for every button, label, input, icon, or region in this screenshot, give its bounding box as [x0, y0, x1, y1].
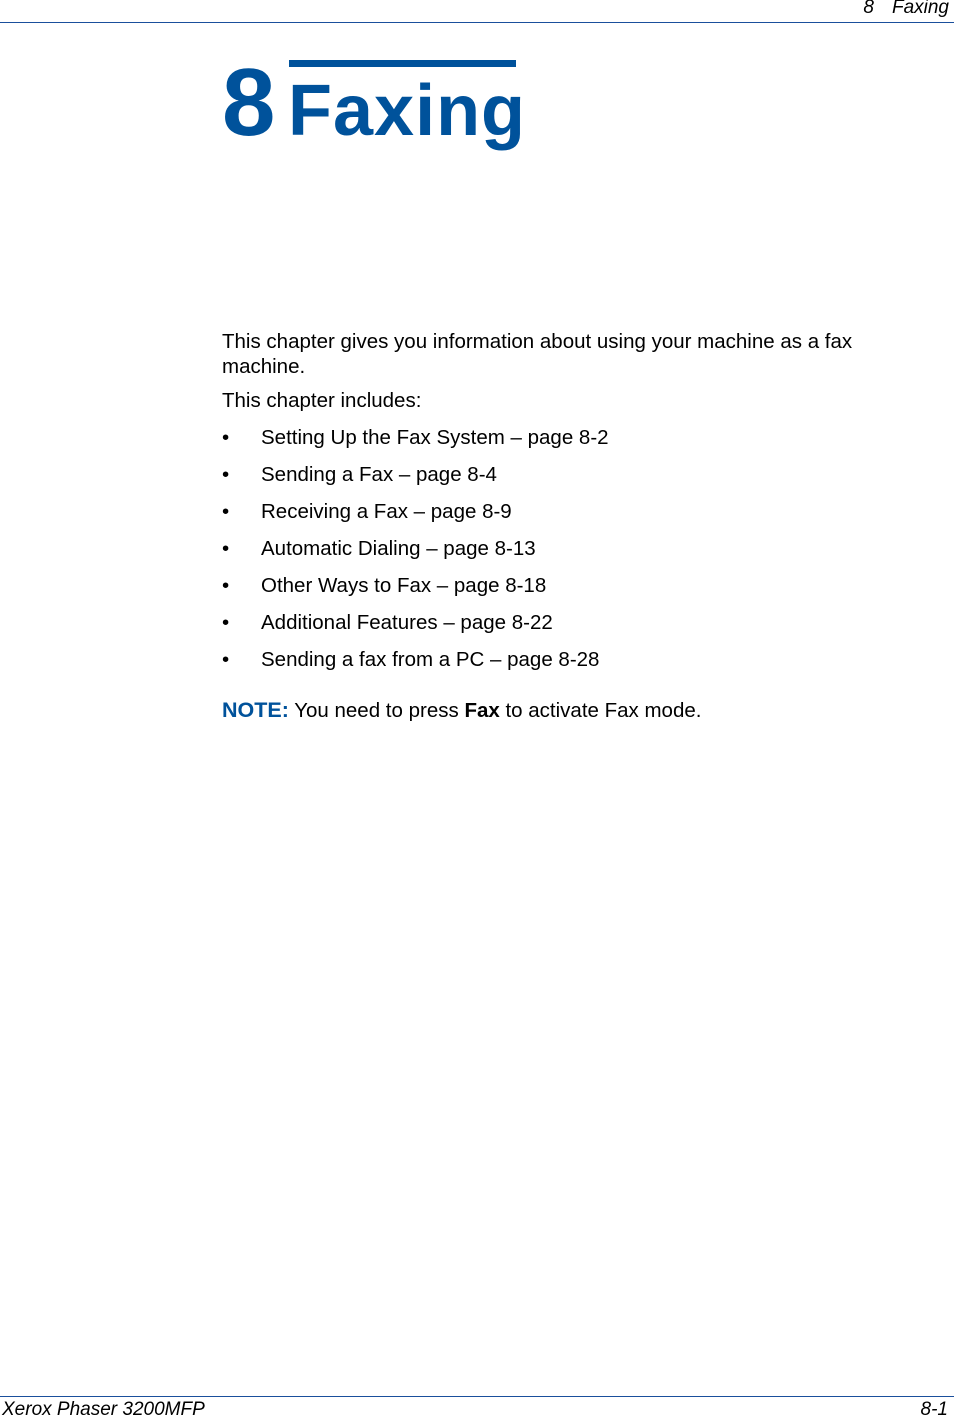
- chapter-contents-list: [222, 425, 902, 672]
- chapter-heading: [222, 49, 527, 156]
- note-paragraph: [222, 698, 902, 723]
- running-header-chapter-number: 8: [863, 0, 874, 18]
- bullet-icon: •: [222, 648, 230, 671]
- page-footer: [0, 1396, 954, 1419]
- bullet-icon: •: [222, 574, 230, 597]
- bullet-icon: •: [222, 426, 230, 449]
- chapter-body: [222, 329, 902, 723]
- includes-label: This chapter includes:: [222, 389, 422, 412]
- list-item-label: Additional Features – page 8-22: [261, 611, 553, 634]
- list-item[interactable]: [222, 499, 902, 524]
- bullet-icon: •: [222, 611, 230, 634]
- list-item-label: Other Ways to Fax – page 8-18: [261, 574, 547, 597]
- note-fax-keyword: Fax: [464, 699, 500, 722]
- list-item[interactable]: [222, 462, 902, 487]
- intro-paragraph: This chapter gives you information about using your machine as a fax machine.: [222, 330, 853, 378]
- running-header: [863, 0, 949, 19]
- list-item-label: Automatic Dialing – page 8-13: [261, 537, 536, 560]
- running-header-chapter-title: Faxing: [891, 0, 949, 18]
- list-item[interactable]: [222, 610, 902, 635]
- list-item-label: Setting Up the Fax System – page 8-2: [261, 426, 609, 449]
- bullet-icon: •: [222, 463, 230, 486]
- list-item[interactable]: [222, 425, 902, 450]
- list-item[interactable]: [222, 647, 902, 672]
- footer-page-number: 8-1: [920, 1399, 948, 1420]
- list-item-label: Receiving a Fax – page 8-9: [261, 500, 512, 523]
- note-label: NOTE:: [222, 698, 289, 722]
- bullet-icon: •: [222, 500, 230, 523]
- list-item[interactable]: [222, 573, 902, 598]
- chapter-number: 8: [222, 49, 276, 156]
- list-item[interactable]: [222, 536, 902, 561]
- note-text-before: You need to press: [294, 699, 459, 722]
- list-item-label: Sending a Fax – page 8-4: [261, 463, 497, 486]
- note-text-after: to activate Fax mode.: [505, 699, 702, 722]
- bullet-icon: •: [222, 537, 230, 560]
- chapter-title-rule: [289, 60, 516, 67]
- footer-product-name: Xerox Phaser 3200MFP: [2, 1399, 205, 1420]
- chapter-title: Faxing: [288, 71, 527, 151]
- page-header: [0, 0, 954, 23]
- list-item-label: Sending a fax from a PC – page 8-28: [261, 648, 600, 671]
